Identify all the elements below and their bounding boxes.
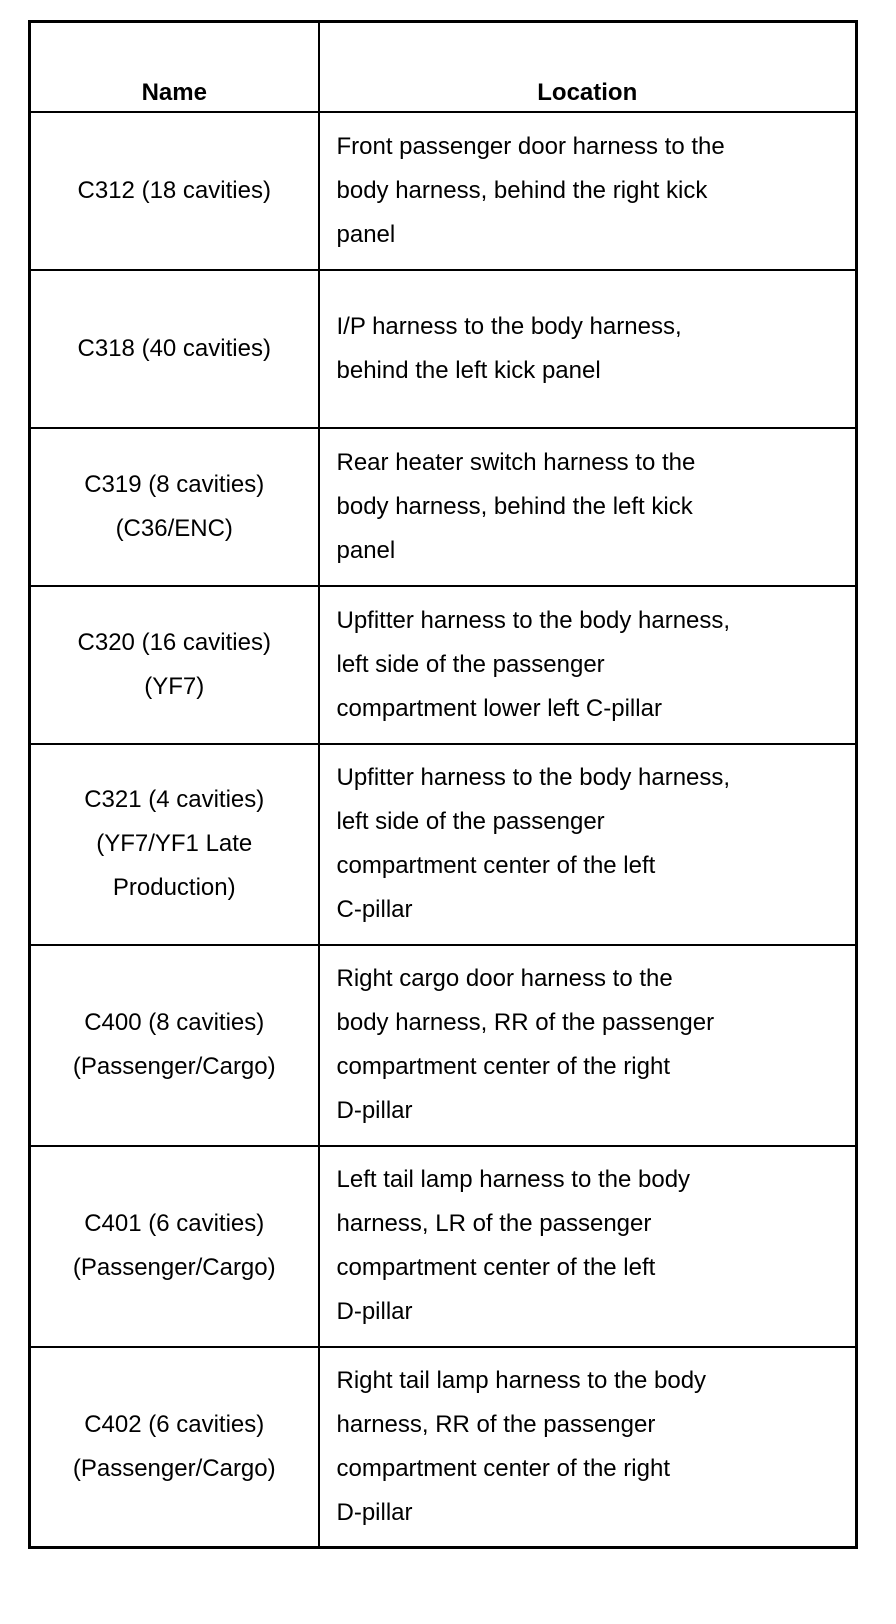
- connector-location-cell: [319, 112, 857, 270]
- connector-location-text: compartment center of the right: [336, 1053, 670, 1080]
- connector-location-table: [28, 20, 858, 1549]
- table-header-row: [30, 22, 857, 112]
- table-row: [30, 428, 857, 586]
- connector-name-cell: [30, 945, 319, 1146]
- connector-location-text: compartment center of the left: [336, 852, 656, 879]
- connector-location-text: compartment center of the left: [336, 1254, 656, 1281]
- connector-location-text: C-pillar: [336, 896, 413, 923]
- table-row: [30, 744, 857, 945]
- connector-name: C401 (6 cavities): [84, 1210, 265, 1237]
- connector-location-cell: [319, 586, 857, 744]
- connector-name: C312 (18 cavities): [77, 176, 271, 204]
- connector-option: (YF7/YF1 Late: [96, 830, 253, 857]
- connector-location-text: left side of the passenger: [336, 808, 605, 835]
- table-row: [30, 945, 857, 1146]
- table-row: [30, 1347, 857, 1548]
- connector-location-cell: [319, 1347, 857, 1548]
- name-column-header: Name: [30, 22, 319, 112]
- connector-option: (C36/ENC): [115, 514, 233, 542]
- connector-location-text: harness, LR of the passenger: [336, 1210, 652, 1237]
- connector-location-text: Upfitter harness to the body harness,: [336, 764, 731, 791]
- table-row: [30, 586, 857, 744]
- connector-name: C320 (16 cavities): [77, 628, 271, 656]
- connector-location-text: harness, RR of the passenger: [336, 1410, 656, 1438]
- connector-location-text: D-pillar: [336, 1097, 413, 1124]
- connector-location-cell: [319, 428, 857, 586]
- connector-name: C319 (8 cavities): [84, 470, 265, 498]
- connector-location-cell: [319, 744, 857, 945]
- connector-name-cell: [30, 428, 319, 586]
- connector-location-text: Front passenger door harness to the: [336, 132, 725, 160]
- connector-name-cell: [30, 1146, 319, 1347]
- table-row: [30, 270, 857, 428]
- connector-option: (YF7): [144, 672, 205, 700]
- table-row: [30, 112, 857, 270]
- connector-name: C402 (6 cavities): [84, 1410, 265, 1438]
- connector-name: C318 (40 cavities): [77, 334, 271, 362]
- connector-option: (Passenger/Cargo): [72, 1254, 276, 1281]
- connector-location-text: Left tail lamp harness to the body: [336, 1166, 691, 1193]
- connector-location-text: D-pillar: [336, 1498, 413, 1526]
- connector-option: (Passenger/Cargo): [72, 1053, 276, 1080]
- connector-location-text: behind the left kick panel: [336, 356, 601, 384]
- connector-name-cell: [30, 586, 319, 744]
- location-column-header: Location: [319, 22, 857, 112]
- connector-location-text: left side of the passenger: [336, 650, 605, 678]
- connector-location-cell: [319, 945, 857, 1146]
- connector-location-text: Rear heater switch harness to the: [336, 448, 696, 476]
- connector-name: C400 (8 cavities): [84, 1009, 265, 1036]
- connector-location-text: body harness, RR of the passenger: [336, 1009, 715, 1036]
- connector-location-text: compartment center of the right: [336, 1454, 670, 1482]
- connector-location-text: compartment lower left C-pillar: [336, 694, 662, 722]
- connector-name-cell: [30, 1347, 319, 1548]
- connector-location-text: body harness, behind the left kick: [336, 492, 693, 520]
- connector-option: (Passenger/Cargo): [72, 1454, 276, 1482]
- connector-location-text: Right cargo door harness to the: [336, 965, 673, 992]
- table-row: [30, 1146, 857, 1347]
- connector-option: Production): [112, 874, 236, 901]
- connector-location-text: body harness, behind the right kick: [336, 176, 708, 204]
- connector-location-cell: [319, 270, 857, 428]
- connector-location-text: panel: [336, 220, 396, 248]
- connector-name: C321 (4 cavities): [84, 786, 265, 813]
- connector-name-cell: [30, 112, 319, 270]
- connector-name-cell: [30, 270, 319, 428]
- connector-location-text: I/P harness to the body harness,: [336, 312, 682, 340]
- connector-location-text: Right tail lamp harness to the body: [336, 1366, 707, 1394]
- connector-location-cell: [319, 1146, 857, 1347]
- connector-location-text: panel: [336, 536, 396, 564]
- connector-name-cell: [30, 744, 319, 945]
- connector-location-text: D-pillar: [336, 1298, 413, 1325]
- connector-location-text: Upfitter harness to the body harness,: [336, 606, 731, 634]
